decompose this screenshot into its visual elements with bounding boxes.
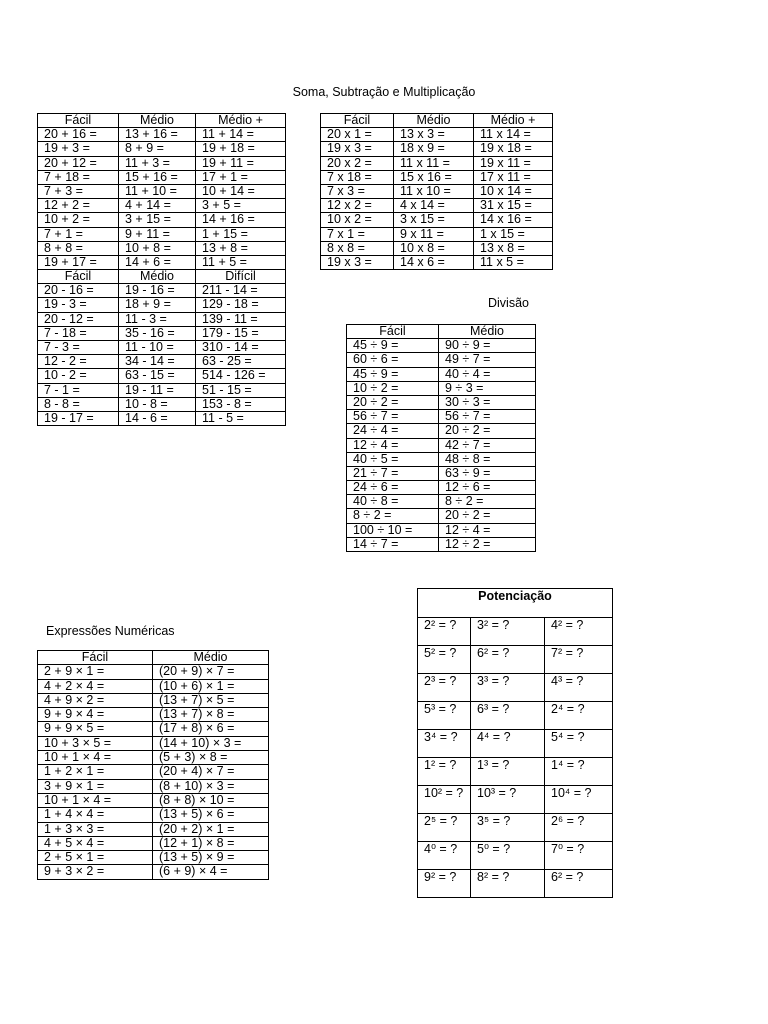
powers-cell: 7² = ? xyxy=(545,646,613,674)
subtraction-cell: 11 - 10 = xyxy=(119,341,196,355)
powers-cell: 1³ = ? xyxy=(471,758,545,786)
subtraction-cell: 11 - 5 = xyxy=(196,412,286,426)
powers-cell: 2³ = ? xyxy=(418,674,471,702)
division-cell: 12 ÷ 2 = xyxy=(439,538,536,552)
addition-cell: 15 + 16 = xyxy=(119,171,196,185)
multiplication-cell: 1 x 15 = xyxy=(474,228,553,242)
subtraction-cell: 153 - 8 = xyxy=(196,398,286,412)
multiplication-cell: 7 x 1 = xyxy=(321,228,394,242)
addition-cell: 10 + 14 = xyxy=(196,185,286,199)
subtraction-cell: 19 - 16 = xyxy=(119,284,196,298)
division-cell: 9 ÷ 3 = xyxy=(439,382,536,396)
addition-cell: 19 + 11 = xyxy=(196,157,286,171)
addition-cell: 1 + 15 = xyxy=(196,228,286,242)
expressions-cell: (17 + 8) × 6 = xyxy=(153,722,269,736)
multiplication-cell: 11 x 5 = xyxy=(474,256,553,270)
expressions-heading: Expressões Numéricas xyxy=(46,624,175,638)
division-cell: 14 ÷ 7 = xyxy=(347,538,439,552)
division-cell: 21 ÷ 7 = xyxy=(347,467,439,481)
powers-table xyxy=(417,588,613,898)
subtraction-cell: 8 - 8 = xyxy=(38,398,119,412)
subtraction-header-cell: Médio xyxy=(119,270,196,284)
division-cell: 49 ÷ 7 = xyxy=(439,353,536,367)
multiplication-cell: 11 x 11 = xyxy=(394,157,474,171)
expressions-header-cell: Médio xyxy=(153,651,269,665)
addition-header-cell: Médio xyxy=(119,114,196,128)
multiplication-cell: 11 x 14 = xyxy=(474,128,553,142)
division-cell: 45 ÷ 9 = xyxy=(347,339,439,353)
subtraction-cell: 11 - 3 = xyxy=(119,313,196,327)
multiplication-cell: 11 x 10 = xyxy=(394,185,474,199)
expressions-cell: 9 + 3 × 2 = xyxy=(38,865,153,879)
addition-cell: 14 + 6 = xyxy=(119,256,196,270)
multiplication-cell: 10 x 14 = xyxy=(474,185,553,199)
subtraction-cell: 18 + 9 = xyxy=(119,298,196,312)
subtraction-cell: 19 - 17 = xyxy=(38,412,119,426)
expressions-cell: (14 + 10) × 3 = xyxy=(153,737,269,751)
division-cell: 20 ÷ 2 = xyxy=(439,424,536,438)
powers-cell: 2⁶ = ? xyxy=(545,814,613,842)
division-heading: Divisão xyxy=(488,296,529,310)
subtraction-header-cell: Fácil xyxy=(38,270,119,284)
multiplication-cell: 8 x 8 = xyxy=(321,242,394,256)
addition-cell: 3 + 15 = xyxy=(119,213,196,227)
powers-cell: 5² = ? xyxy=(418,646,471,674)
powers-cell: 5⁰ = ? xyxy=(471,842,545,870)
addition-cell: 13 + 8 = xyxy=(196,242,286,256)
multiplication-cell: 19 x 3 = xyxy=(321,142,394,156)
powers-cell: 6³ = ? xyxy=(471,702,545,730)
powers-cell: 2² = ? xyxy=(418,618,471,646)
expressions-cell: 2 + 9 × 1 = xyxy=(38,665,153,679)
subtraction-cell: 63 - 15 = xyxy=(119,369,196,383)
division-cell: 100 ÷ 10 = xyxy=(347,524,439,538)
subtraction-cell: 19 - 3 = xyxy=(38,298,119,312)
multiplication-cell: 19 x 3 = xyxy=(321,256,394,270)
multiplication-cell: 7 x 3 = xyxy=(321,185,394,199)
addition-cell: 19 + 17 = xyxy=(38,256,119,270)
expressions-cell: (8 + 8) × 10 = xyxy=(153,794,269,808)
multiplication-cell: 13 x 8 = xyxy=(474,242,553,256)
powers-cell: 5³ = ? xyxy=(418,702,471,730)
division-cell: 40 ÷ 8 = xyxy=(347,495,439,509)
powers-cell: 6² = ? xyxy=(471,646,545,674)
subtraction-cell: 63 - 25 = xyxy=(196,355,286,369)
addition-cell: 10 + 8 = xyxy=(119,242,196,256)
expressions-cell: (6 + 9) × 4 = xyxy=(153,865,269,879)
subtraction-cell: 20 - 12 = xyxy=(38,313,119,327)
addition-cell: 9 + 11 = xyxy=(119,228,196,242)
division-cell: 60 ÷ 6 = xyxy=(347,353,439,367)
powers-cell: 4⁰ = ? xyxy=(418,842,471,870)
multiplication-cell: 7 x 18 = xyxy=(321,171,394,185)
division-header-cell: Fácil xyxy=(347,325,439,339)
multiplication-cell: 18 x 9 = xyxy=(394,142,474,156)
multiplication-header-cell: Fácil xyxy=(321,114,394,128)
subtraction-cell: 129 - 18 = xyxy=(196,298,286,312)
multiplication-cell: 10 x 2 = xyxy=(321,213,394,227)
division-cell: 40 ÷ 4 = xyxy=(439,368,536,382)
addition-cell: 13 + 16 = xyxy=(119,128,196,142)
powers-cell: 4² = ? xyxy=(545,618,613,646)
addition-cell: 20 + 12 = xyxy=(38,157,119,171)
addition-cell: 19 + 18 = xyxy=(196,142,286,156)
division-header-cell: Médio xyxy=(439,325,536,339)
multiplication-cell: 17 x 11 = xyxy=(474,171,553,185)
powers-cell: 10² = ? xyxy=(418,786,471,814)
page-title: Soma, Subtração e Multiplicação xyxy=(292,85,476,99)
expressions-cell: (10 + 6) × 1 = xyxy=(153,680,269,694)
division-cell: 56 ÷ 7 = xyxy=(439,410,536,424)
expressions-cell: 1 + 2 × 1 = xyxy=(38,765,153,779)
subtraction-cell: 12 - 2 = xyxy=(38,355,119,369)
expressions-cell: (20 + 9) × 7 = xyxy=(153,665,269,679)
expressions-cell: 10 + 3 × 5 = xyxy=(38,737,153,751)
addition-cell: 8 + 8 = xyxy=(38,242,119,256)
multiplication-cell: 13 x 3 = xyxy=(394,128,474,142)
subtraction-cell: 14 - 6 = xyxy=(119,412,196,426)
expressions-cell: (8 + 10) × 3 = xyxy=(153,780,269,794)
subtraction-cell: 179 - 15 = xyxy=(196,327,286,341)
subtraction-cell: 10 - 2 = xyxy=(38,369,119,383)
addition-cell: 11 + 14 = xyxy=(196,128,286,142)
expressions-cell: (5 + 3) × 8 = xyxy=(153,751,269,765)
multiplication-cell: 15 x 16 = xyxy=(394,171,474,185)
division-cell: 20 ÷ 2 = xyxy=(439,509,536,523)
expressions-cell: 4 + 5 × 4 = xyxy=(38,837,153,851)
division-cell: 90 ÷ 9 = xyxy=(439,339,536,353)
expressions-cell: 1 + 3 × 3 = xyxy=(38,823,153,837)
addition-cell: 17 + 1 = xyxy=(196,171,286,185)
subtraction-cell: 35 - 16 = xyxy=(119,327,196,341)
powers-cell: 3³ = ? xyxy=(471,674,545,702)
subtraction-header-cell: Difícil xyxy=(196,270,286,284)
powers-cell: 7⁰ = ? xyxy=(545,842,613,870)
addition-cell: 11 + 5 = xyxy=(196,256,286,270)
addition-cell: 7 + 18 = xyxy=(38,171,119,185)
expressions-cell: 10 + 1 × 4 = xyxy=(38,794,153,808)
subtraction-cell: 7 - 3 = xyxy=(38,341,119,355)
expressions-cell: 4 + 2 × 4 = xyxy=(38,680,153,694)
subtraction-cell: 19 - 11 = xyxy=(119,384,196,398)
powers-cell: 1⁴ = ? xyxy=(545,758,613,786)
expressions-header-cell: Fácil xyxy=(38,651,153,665)
multiplication-cell: 14 x 6 = xyxy=(394,256,474,270)
expressions-cell: (12 + 1) × 8 = xyxy=(153,837,269,851)
division-cell: 12 ÷ 4 = xyxy=(439,524,536,538)
subtraction-cell: 310 - 14 = xyxy=(196,341,286,355)
addition-cell: 4 + 14 = xyxy=(119,199,196,213)
powers-cell: 5⁴ = ? xyxy=(545,730,613,758)
subtraction-cell: 514 - 126 = xyxy=(196,369,286,383)
addition-cell: 7 + 1 = xyxy=(38,228,119,242)
division-table xyxy=(346,324,536,552)
multiplication-header-cell: Médio + xyxy=(474,114,553,128)
division-cell: 48 ÷ 8 = xyxy=(439,453,536,467)
subtraction-cell: 211 - 14 = xyxy=(196,284,286,298)
division-cell: 56 ÷ 7 = xyxy=(347,410,439,424)
addition-cell: 11 + 3 = xyxy=(119,157,196,171)
division-cell: 10 ÷ 2 = xyxy=(347,382,439,396)
division-cell: 20 ÷ 2 = xyxy=(347,396,439,410)
powers-cell: 8² = ? xyxy=(471,870,545,898)
division-cell: 8 ÷ 2 = xyxy=(347,509,439,523)
subtraction-cell: 139 - 11 = xyxy=(196,313,286,327)
expressions-cell: 9 + 9 × 4 = xyxy=(38,708,153,722)
expressions-cell: (20 + 2) × 1 = xyxy=(153,823,269,837)
powers-cell: 10⁴ = ? xyxy=(545,786,613,814)
multiplication-cell: 12 x 2 = xyxy=(321,199,394,213)
division-cell: 24 ÷ 4 = xyxy=(347,424,439,438)
division-cell: 8 ÷ 2 = xyxy=(439,495,536,509)
addition-cell: 12 + 2 = xyxy=(38,199,119,213)
subtraction-cell: 10 - 8 = xyxy=(119,398,196,412)
multiplication-cell: 10 x 8 = xyxy=(394,242,474,256)
powers-cell: 1² = ? xyxy=(418,758,471,786)
powers-cell: 2⁵ = ? xyxy=(418,814,471,842)
powers-cell: 2⁴ = ? xyxy=(545,702,613,730)
subtraction-cell: 51 - 15 = xyxy=(196,384,286,398)
multiplication-cell: 20 x 2 = xyxy=(321,157,394,171)
multiplication-cell: 3 x 15 = xyxy=(394,213,474,227)
subtraction-cell: 34 - 14 = xyxy=(119,355,196,369)
expressions-cell: 4 + 9 × 2 = xyxy=(38,694,153,708)
multiplication-table xyxy=(320,113,553,270)
expressions-cell: 10 + 1 × 4 = xyxy=(38,751,153,765)
division-cell: 12 ÷ 6 = xyxy=(439,481,536,495)
addition-cell: 11 + 10 = xyxy=(119,185,196,199)
powers-cell: 3⁴ = ? xyxy=(418,730,471,758)
division-cell: 42 ÷ 7 = xyxy=(439,439,536,453)
addition-cell: 19 + 3 = xyxy=(38,142,119,156)
multiplication-cell: 31 x 15 = xyxy=(474,199,553,213)
powers-cell: 6² = ? xyxy=(545,870,613,898)
addition-header-cell: Médio + xyxy=(196,114,286,128)
expressions-cell: 9 + 9 × 5 = xyxy=(38,722,153,736)
powers-cell: 10³ = ? xyxy=(471,786,545,814)
expressions-cell: (20 + 4) × 7 = xyxy=(153,765,269,779)
powers-cell: 9² = ? xyxy=(418,870,471,898)
multiplication-header-cell: Médio xyxy=(394,114,474,128)
expressions-cell: 3 + 9 × 1 = xyxy=(38,780,153,794)
division-cell: 30 ÷ 3 = xyxy=(439,396,536,410)
division-cell: 40 ÷ 5 = xyxy=(347,453,439,467)
addition-subtraction-table xyxy=(37,113,286,426)
expressions-table xyxy=(37,650,269,880)
multiplication-cell: 9 x 11 = xyxy=(394,228,474,242)
division-cell: 63 ÷ 9 = xyxy=(439,467,536,481)
powers-title: Potenciação xyxy=(418,589,613,618)
addition-cell: 10 + 2 = xyxy=(38,213,119,227)
division-cell: 45 ÷ 9 = xyxy=(347,368,439,382)
addition-cell: 7 + 3 = xyxy=(38,185,119,199)
subtraction-cell: 7 - 18 = xyxy=(38,327,119,341)
expressions-cell: (13 + 5) × 6 = xyxy=(153,808,269,822)
multiplication-cell: 19 x 18 = xyxy=(474,142,553,156)
addition-cell: 8 + 9 = xyxy=(119,142,196,156)
expressions-cell: 1 + 4 × 4 = xyxy=(38,808,153,822)
multiplication-cell: 14 x 16 = xyxy=(474,213,553,227)
multiplication-cell: 4 x 14 = xyxy=(394,199,474,213)
powers-cell: 4³ = ? xyxy=(545,674,613,702)
expressions-cell: (13 + 5) × 9 = xyxy=(153,851,269,865)
expressions-cell: (13 + 7) × 8 = xyxy=(153,708,269,722)
addition-cell: 14 + 16 = xyxy=(196,213,286,227)
powers-cell: 4⁴ = ? xyxy=(471,730,545,758)
multiplication-cell: 20 x 1 = xyxy=(321,128,394,142)
division-cell: 12 ÷ 4 = xyxy=(347,439,439,453)
expressions-cell: (13 + 7) × 5 = xyxy=(153,694,269,708)
addition-header-cell: Fácil xyxy=(38,114,119,128)
multiplication-cell: 19 x 11 = xyxy=(474,157,553,171)
powers-cell: 3⁵ = ? xyxy=(471,814,545,842)
addition-cell: 20 + 16 = xyxy=(38,128,119,142)
addition-cell: 3 + 5 = xyxy=(196,199,286,213)
subtraction-cell: 20 - 16 = xyxy=(38,284,119,298)
division-cell: 24 ÷ 6 = xyxy=(347,481,439,495)
powers-cell: 3² = ? xyxy=(471,618,545,646)
expressions-cell: 2 + 5 × 1 = xyxy=(38,851,153,865)
subtraction-cell: 7 - 1 = xyxy=(38,384,119,398)
